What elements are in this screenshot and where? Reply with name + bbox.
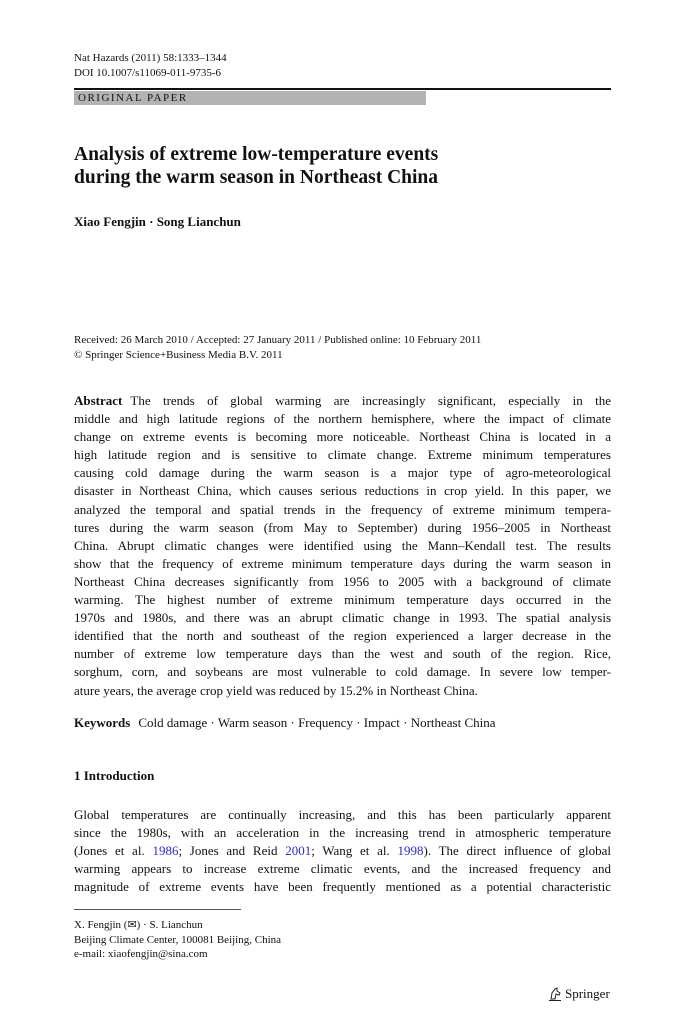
paper-title (74, 143, 438, 189)
abstract-text: causing cold damage during the warm season is a major type of agro-meteorological (74, 465, 611, 481)
abstract-line (74, 501, 611, 519)
keywords (74, 715, 496, 731)
text: ; Wang et al. (311, 843, 398, 859)
section-heading: 1 Introduction (74, 768, 155, 783)
author-names: X. Fengjin (✉) · S. Lianchun (74, 919, 203, 931)
abstract-text: change on extreme events is becoming more noticeable. Northeast China is located in a (74, 429, 611, 445)
abstract-text: disaster in Northeast China, which causes serious reductions in crop yield. In this paper, we (74, 483, 611, 499)
abstract-line (74, 682, 611, 700)
abstract-text: Northeast China decreases significantly from 1956 to 2005 with a background of climate (74, 573, 611, 589)
abstract-text: middle and high latitude regions of the northern hemisphere, where the impact of climate (74, 411, 611, 427)
text: ). The direct influence of global (423, 843, 612, 859)
abstract-line (74, 663, 611, 681)
abstract-line (74, 627, 611, 645)
abstract-text: ature years, the average crop yield was reduced by 15.2% in Northeast China. (74, 682, 478, 698)
keywords-label: Keywords (74, 715, 131, 730)
springer-horse-icon (548, 986, 562, 1002)
abstract-text: 1970s and 1980s, and there was an abrupt climatic change in 1993. The spatial analysis (74, 610, 611, 626)
email[interactable]: e-mail: xiaofengjin@sina.com (74, 948, 208, 960)
introduction-text (74, 806, 611, 896)
abstract-line (74, 446, 611, 464)
text: (Jones et al. (74, 843, 153, 859)
abstract (74, 392, 611, 700)
journal-citation: Nat Hazards (2011) 58:1333–1344 (74, 52, 227, 64)
abstract-line (74, 645, 611, 663)
publisher-name: Springer (565, 986, 610, 1001)
title-line: during the warm season in Northeast China (74, 167, 439, 188)
section-label: ORIGINAL PAPER (74, 91, 426, 105)
text-line: magnitude of extreme events have been frequently mentioned as a potential characteristic (74, 879, 611, 895)
citation-link[interactable]: 2001 (285, 843, 312, 859)
abstract-text: number of extreme low temperature days than the west and south of the region. Rice, (74, 646, 611, 662)
abstract-line (74, 537, 611, 555)
abstract-line (74, 519, 611, 537)
text-line: Global temperatures are continually increasing, and this has been particularly apparent (74, 807, 611, 822)
abstract-line (74, 591, 611, 609)
abstract-text: tures during the warm season (from May to September) during 1956–2005 in Northeast (74, 519, 611, 535)
header-rule (74, 88, 611, 90)
abstract-text: high latitude region and is sensitive to climate change. Extreme minimum temperatures (74, 447, 611, 463)
abstract-text: identified that the north and southeast of the region experienced a larger decrease in the (74, 628, 611, 644)
abstract-line (74, 392, 611, 410)
abstract-line (74, 555, 611, 573)
abstract-text: China. Abrupt climatic changes were identified using the Mann–Kendall test. The results (74, 537, 611, 553)
abstract-text: analyzed the temporal and spatial trends in the frequency of extreme minimum tempera- (74, 501, 611, 517)
copyright: © Springer Science+Business Media B.V. 2011 (74, 348, 283, 361)
publication-dates (74, 333, 481, 362)
text: ; Jones and Reid (178, 843, 286, 859)
publisher-logo (548, 986, 610, 1002)
abstract-text: The trends of global warming are increasingly significant, especially in the (130, 393, 611, 408)
footnote-rule (74, 909, 241, 910)
title-line: Analysis of extreme low-temperature events (74, 144, 439, 165)
text-line: warming appears to increase extreme climatic events, and the increased frequency and (74, 861, 611, 877)
keywords-text: Cold damage · Warm season · Frequency · Impact · Northeast China (138, 715, 496, 730)
doi[interactable]: DOI 10.1007/s11069-011-9735-6 (74, 66, 222, 79)
abstract-label: Abstract (74, 393, 123, 408)
authors: Xiao Fengjin · Song Lianchun (74, 214, 241, 229)
citation-link[interactable]: 1986 (152, 843, 179, 859)
text-line (74, 842, 611, 860)
citation-link[interactable]: 1998 (397, 843, 424, 859)
text-line: since the 1980s, with an acceleration in the increasing trend in atmospheric temperature (74, 825, 611, 841)
journal-header (74, 51, 227, 80)
abstract-line (74, 410, 611, 428)
dates: Received: 26 March 2010 / Accepted: 27 January 2011 / Published online: 10 February 2011 (74, 334, 482, 346)
footnote (74, 918, 281, 962)
abstract-text: show that the frequency of extreme minimum temperature days during the warm season in (74, 555, 611, 571)
abstract-line (74, 428, 611, 446)
abstract-text: sorghum, corn, and soybeans are most vulnerable to cold damage. In severe low temper- (74, 664, 611, 680)
affiliation: Beijing Climate Center, 100081 Beijing, China (74, 933, 282, 946)
abstract-line (74, 609, 611, 627)
abstract-line (74, 573, 611, 591)
abstract-text: warming. The highest number of extreme minimum temperature days occurred in the (74, 592, 611, 608)
abstract-line (74, 464, 611, 482)
abstract-line (74, 482, 611, 500)
